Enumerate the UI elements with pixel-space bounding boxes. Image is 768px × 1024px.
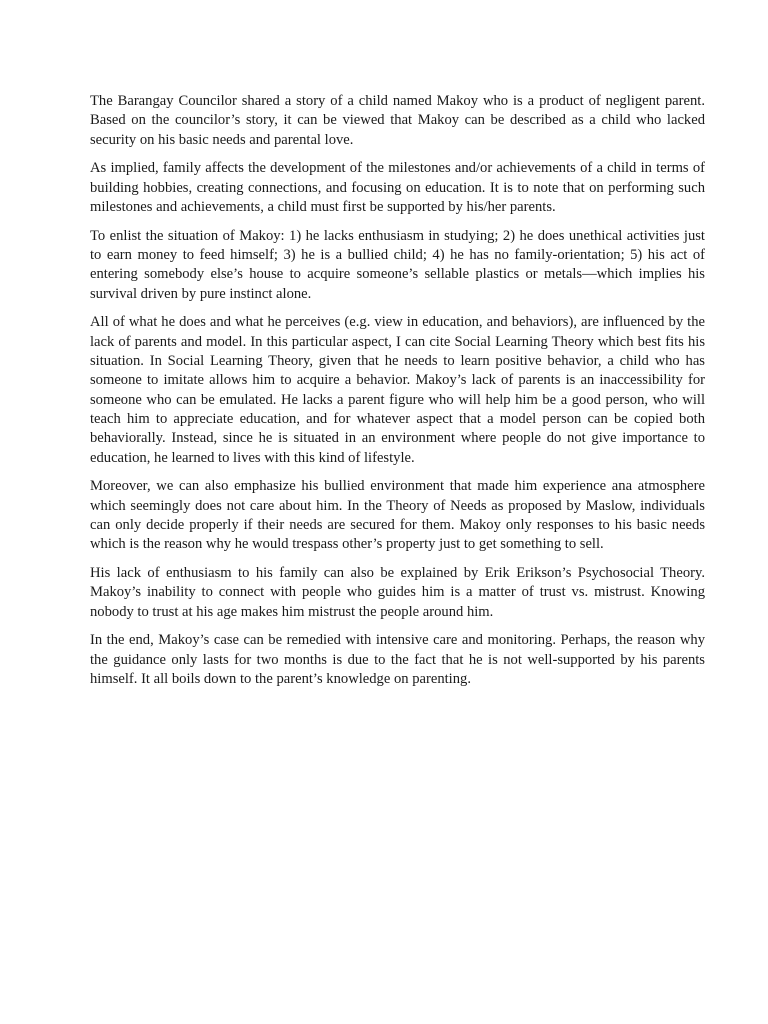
paragraph-intro: The Barangay Councilor shared a story of a child named Makoy who is a product of negligent parent. Based on the councilor’s story, it can be viewed that Makoy can be described as a child who lacked security on his basic needs and parental love. — [90, 93, 705, 148]
paragraph-social-learning-theory: All of what he does and what he perceives (e.g. view in education, and behaviors), are influenced by the lack of parents and model. In this particular aspect, I can cite Social Learning Theory which best fits his situation. In Social Learning Theory, given that he needs to learn positive behavior, a child who has someone to imitate allows him to acquire a behavior. Makoy’s lack of parents is an inaccessibility for someone who can be emulated. He lacks a parent figure who will help him be a good person, who will teach him to appreciate education, and for whatever aspect that a model person can be copied both behaviorally. Instead, since he is situated in an environment where people do not give importance to education, he learned to lives with this kind of lifestyle. — [90, 314, 705, 466]
document-page — [90, 92, 705, 699]
paragraph-theory-of-needs: Moreover, we can also emphasize his bullied environment that made him experience ana atmosphere which seemingly does not care about him. In the Theory of Needs as proposed by Maslow, individuals can only decide properly if their needs are secured for them. Makoy only responses to his basic needs which is the reason why he would trespass other’s property just to get something to sell. — [90, 478, 705, 553]
paragraph-family-milestones: As implied, family affects the development of the milestones and/or achievements of a child in terms of building hobbies, creating connections, and focusing on education. It is to note that on performing such milestones and achievements, a child must first be supported by his/her parents. — [90, 160, 705, 215]
paragraph-psychosocial-theory: His lack of enthusiasm to his family can also be explained by Erik Erikson’s Psychosocial Theory. Makoy’s inability to connect with people who guides him is a matter of trust vs. mistrust. Knowing nobody to trust at his age makes him mistrust the people around him. — [90, 565, 705, 620]
paragraph-conclusion: In the end, Makoy’s case can be remedied with intensive care and monitoring. Perhaps, the reason why the guidance only lasts for two months is due to the fact that he is not well-supported by his parents himself. It all boils down to the parent’s knowledge on parenting. — [90, 632, 705, 688]
paragraph-situation-list: To enlist the situation of Makoy: 1) he lacks enthusiasm in studying; 2) he does unethical activities just to earn money to feed himself; 3) he is a bullied child; 4) he has no family-orientation; 5) his act of entering somebody else’s house to acquire someone’s sellable plastics or metals—which implies his survival driven by pure instinct alone. — [90, 227, 705, 302]
